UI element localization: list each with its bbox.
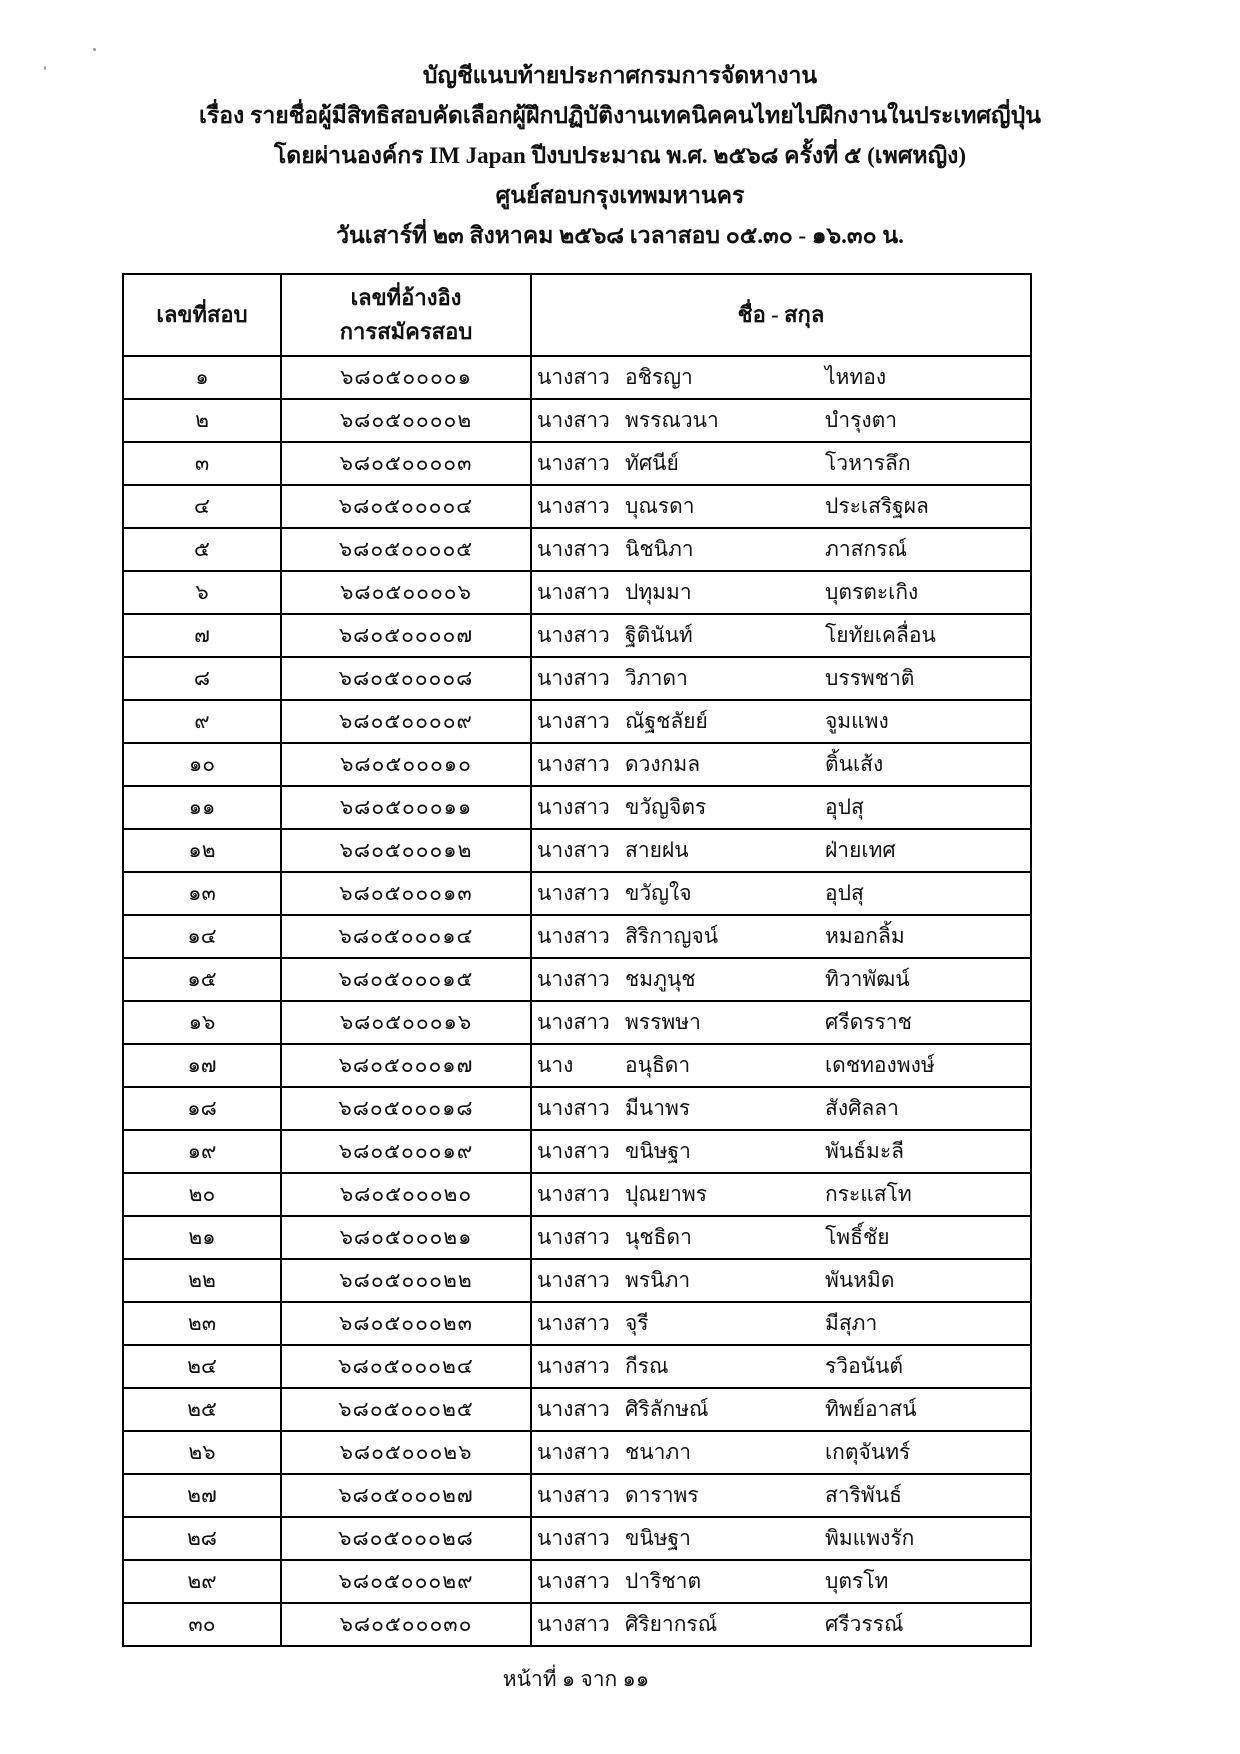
name-layout	[532, 748, 1030, 781]
table-row	[123, 399, 1031, 442]
name-layout	[532, 1522, 1030, 1555]
table-row	[123, 1603, 1031, 1646]
name-title: นางสาว	[537, 666, 610, 690]
exam-number-cell: ๑๑	[123, 786, 281, 829]
name-layout	[532, 533, 1030, 566]
name-cell	[531, 743, 1031, 786]
reference-number-cell: ๖๘๐๕๐๐๐๑๖	[281, 1001, 531, 1044]
name-cell	[531, 528, 1031, 571]
column-header-exam-no: เลขที่สอบ	[123, 274, 281, 356]
name-layout	[532, 963, 1030, 996]
name-layout	[532, 1221, 1030, 1254]
table-row	[123, 1087, 1031, 1130]
exam-number-cell: ๒๗	[123, 1474, 281, 1517]
name-title: นาง	[537, 1053, 574, 1077]
document-header	[0, 0, 1240, 256]
candidate-table	[122, 273, 1032, 1647]
name-title: นางสาว	[537, 1225, 610, 1249]
first-name: อนุธิดา	[625, 1053, 691, 1077]
name-layout	[532, 1479, 1030, 1512]
page-indicator: หน้าที่ ๑ จาก ๑๑	[502, 1667, 650, 1691]
reference-number-cell: ๖๘๐๕๐๐๐๒๑	[281, 1216, 531, 1259]
name-cell	[531, 915, 1031, 958]
table-row	[123, 571, 1031, 614]
exam-number-cell: ๒๕	[123, 1388, 281, 1431]
table-row	[123, 1517, 1031, 1560]
name-layout	[532, 1049, 1030, 1082]
name-title: นางสาว	[537, 580, 610, 604]
name-layout	[532, 662, 1030, 695]
last-name: ศรีดรราช	[825, 1010, 912, 1034]
first-name: ปุณยาพร	[625, 1182, 708, 1206]
last-name: ทิพย์อาสน์	[825, 1397, 917, 1421]
first-name: สายฝน	[625, 838, 689, 862]
name-layout	[532, 619, 1030, 652]
exam-number-cell: ๖	[123, 571, 281, 614]
first-name: อชิรญา	[625, 365, 693, 389]
exam-number-cell: ๓๐	[123, 1603, 281, 1646]
exam-number-cell: ๗	[123, 614, 281, 657]
last-name: อุปสุ	[825, 795, 864, 819]
name-layout	[532, 834, 1030, 867]
exam-number-cell: ๑๙	[123, 1130, 281, 1173]
column-header-ref-line2: การสมัครสอบ	[339, 319, 473, 344]
table-row	[123, 528, 1031, 571]
exam-number-cell: ๑๕	[123, 958, 281, 1001]
reference-number-cell: ๖๘๐๕๐๐๐๑๑	[281, 786, 531, 829]
first-name: มีนาพร	[625, 1096, 691, 1120]
name-cell	[531, 485, 1031, 528]
reference-number-cell: ๖๘๐๕๐๐๐๐๒	[281, 399, 531, 442]
name-title: นางสาว	[537, 1397, 610, 1421]
last-name: พันหมิด	[825, 1268, 895, 1292]
table-row	[123, 1001, 1031, 1044]
exam-number-cell: ๑	[123, 356, 281, 399]
exam-number-cell: ๘	[123, 657, 281, 700]
name-title: นางสาว	[537, 365, 610, 389]
name-title: นางสาว	[537, 1612, 610, 1636]
last-name: บำรุงตา	[825, 408, 898, 432]
name-title: นางสาว	[537, 1440, 610, 1464]
first-name: ปทุมมา	[625, 580, 692, 604]
first-name: ศิริยากรณ์	[625, 1612, 718, 1636]
name-title: นางสาว	[537, 537, 610, 561]
last-name: โยทัยเคลื่อน	[825, 623, 936, 647]
name-title: นางสาว	[537, 1354, 610, 1378]
name-cell	[531, 571, 1031, 614]
exam-number-cell: ๔	[123, 485, 281, 528]
name-layout	[532, 1350, 1030, 1383]
last-name: โพธิ์ชัย	[825, 1225, 890, 1249]
name-layout	[532, 447, 1030, 480]
last-name: จูมแพง	[825, 709, 889, 733]
table-row	[123, 1130, 1031, 1173]
name-title: นางสาว	[537, 838, 610, 862]
first-name: นุชธิดา	[625, 1225, 692, 1249]
reference-number-cell: ๖๘๐๕๐๐๐๑๓	[281, 872, 531, 915]
exam-number-cell: ๙	[123, 700, 281, 743]
table-row	[123, 485, 1031, 528]
name-cell	[531, 1474, 1031, 1517]
reference-number-cell: ๖๘๐๕๐๐๐๐๖	[281, 571, 531, 614]
name-title: นางสาว	[537, 709, 610, 733]
reference-number-cell: ๖๘๐๕๐๐๐๐๕	[281, 528, 531, 571]
name-cell	[531, 1173, 1031, 1216]
column-header-ref-no	[281, 274, 531, 356]
name-layout	[532, 791, 1030, 824]
exam-number-cell: ๑๘	[123, 1087, 281, 1130]
name-cell	[531, 1087, 1031, 1130]
last-name: เกตุจันทร์	[825, 1440, 911, 1464]
reference-number-cell: ๖๘๐๕๐๐๐๐๘	[281, 657, 531, 700]
name-layout	[532, 1092, 1030, 1125]
name-cell	[531, 1216, 1031, 1259]
exam-number-cell: ๑๒	[123, 829, 281, 872]
first-name: นิชนิภา	[625, 537, 694, 561]
name-title: นางสาว	[537, 494, 610, 518]
name-title: นางสาว	[537, 1268, 610, 1292]
first-name: บุณรดา	[625, 494, 695, 518]
name-cell	[531, 1431, 1031, 1474]
name-cell	[531, 1517, 1031, 1560]
table-row	[123, 1431, 1031, 1474]
exam-number-cell: ๑๔	[123, 915, 281, 958]
name-layout	[532, 361, 1030, 394]
reference-number-cell: ๖๘๐๕๐๐๐๑๗	[281, 1044, 531, 1087]
table-row	[123, 356, 1031, 399]
last-name: ศรีวรรณ์	[825, 1612, 904, 1636]
last-name: บรรพชาติ	[825, 666, 915, 690]
name-layout	[532, 576, 1030, 609]
reference-number-cell: ๖๘๐๕๐๐๐๐๔	[281, 485, 531, 528]
first-name: วิภาดา	[625, 666, 688, 690]
name-layout	[532, 877, 1030, 910]
table-body	[123, 356, 1031, 1646]
name-title: นางสาว	[537, 623, 610, 647]
last-name: โวหารลึก	[825, 451, 911, 475]
name-title: นางสาว	[537, 1096, 610, 1120]
name-cell	[531, 1345, 1031, 1388]
name-layout	[532, 1608, 1030, 1641]
doc-title-line-2: เรื่อง รายชื่อผู้มีสิทธิสอบคัดเลือกผู้ฝึกปฏิบัติงานเทคนิคคนไทยไปฝึกงานในประเทศญี่ปุ่น	[199, 103, 1041, 128]
reference-number-cell: ๖๘๐๕๐๐๐๐๓	[281, 442, 531, 485]
name-cell	[531, 958, 1031, 1001]
name-cell	[531, 872, 1031, 915]
reference-number-cell: ๖๘๐๕๐๐๐๐๗	[281, 614, 531, 657]
doc-title-line-4: ศูนย์สอบกรุงเทพมหานคร	[495, 183, 745, 208]
name-cell	[531, 1001, 1031, 1044]
exam-number-cell: ๒๓	[123, 1302, 281, 1345]
exam-number-cell: ๒๖	[123, 1431, 281, 1474]
name-layout	[532, 1565, 1030, 1598]
first-name: ดวงกมล	[625, 752, 701, 776]
reference-number-cell: ๖๘๐๕๐๐๐๒๔	[281, 1345, 531, 1388]
name-title: นางสาว	[537, 1182, 610, 1206]
scan-artifact	[44, 66, 46, 70]
first-name: พรนิภา	[625, 1268, 691, 1292]
last-name: มีสุภา	[825, 1311, 878, 1335]
first-name: ขนิษฐา	[625, 1526, 691, 1550]
name-cell	[531, 356, 1031, 399]
table-row	[123, 829, 1031, 872]
doc-title-line-1: บัญชีแนบท้ายประกาศกรมการจัดหางาน	[422, 63, 818, 88]
name-title: นางสาว	[537, 881, 610, 905]
first-name: พรรณวนา	[625, 408, 719, 432]
doc-title-line-5: วันเสาร์ที่ ๒๓ สิงหาคม ๒๕๖๘ เวลาสอบ ๐๕.๓๐ - ๑๖.๓๐ น.	[336, 223, 904, 248]
name-layout	[532, 705, 1030, 738]
name-title: นางสาว	[537, 1010, 610, 1034]
name-title: นางสาว	[537, 1139, 610, 1163]
reference-number-cell: ๖๘๐๕๐๐๐๒๐	[281, 1173, 531, 1216]
name-cell	[531, 1388, 1031, 1431]
name-cell	[531, 1302, 1031, 1345]
first-name: ขวัญจิตร	[625, 795, 707, 819]
first-name: ขวัญใจ	[625, 881, 692, 905]
table-header-row	[123, 274, 1031, 356]
last-name: บุตรโท	[825, 1569, 889, 1593]
name-title: นางสาว	[537, 1526, 610, 1550]
last-name: ภาสกรณ์	[825, 537, 907, 561]
last-name: พิมแพงรัก	[825, 1526, 915, 1550]
exam-number-cell: ๒๙	[123, 1560, 281, 1603]
column-header-name: ชื่อ - สกุล	[531, 274, 1031, 356]
last-name: ฝ่ายเทศ	[825, 838, 896, 862]
exam-number-cell: ๒๐	[123, 1173, 281, 1216]
table-row	[123, 1216, 1031, 1259]
last-name: ไหทอง	[825, 365, 887, 389]
table-row	[123, 1259, 1031, 1302]
table-row	[123, 1044, 1031, 1087]
table-row	[123, 1302, 1031, 1345]
table-row	[123, 786, 1031, 829]
last-name: สาริพันธ์	[825, 1483, 902, 1507]
column-header-ref-line1: เลขที่อ้างอิง	[350, 285, 462, 310]
table-row	[123, 958, 1031, 1001]
table-row	[123, 872, 1031, 915]
name-title: นางสาว	[537, 795, 610, 819]
exam-number-cell: ๒๘	[123, 1517, 281, 1560]
name-layout	[532, 1436, 1030, 1469]
last-name: กระแสโท	[825, 1182, 912, 1206]
reference-number-cell: ๖๘๐๕๐๐๐๒๘	[281, 1517, 531, 1560]
reference-number-cell: ๖๘๐๕๐๐๐๐๙	[281, 700, 531, 743]
reference-number-cell: ๖๘๐๕๐๐๐๒๙	[281, 1560, 531, 1603]
name-layout	[532, 1135, 1030, 1168]
name-title: นางสาว	[537, 1311, 610, 1335]
name-layout	[532, 1006, 1030, 1039]
exam-number-cell: ๑๖	[123, 1001, 281, 1044]
last-name: พันธ์มะลี	[825, 1139, 905, 1163]
table-row	[123, 442, 1031, 485]
last-name: บุตรตะเกิง	[825, 580, 919, 604]
last-name: รวิอนันต์	[825, 1354, 904, 1378]
name-layout	[532, 490, 1030, 523]
name-cell	[531, 1560, 1031, 1603]
name-cell	[531, 614, 1031, 657]
name-layout	[532, 404, 1030, 437]
name-title: นางสาว	[537, 752, 610, 776]
last-name: เดชทองพงษ์	[825, 1053, 935, 1077]
last-name: หมอกลิ้ม	[825, 924, 905, 948]
name-cell	[531, 1259, 1031, 1302]
exam-number-cell: ๑๗	[123, 1044, 281, 1087]
exam-number-cell: ๒๔	[123, 1345, 281, 1388]
table-row	[123, 743, 1031, 786]
table-row	[123, 915, 1031, 958]
reference-number-cell: ๖๘๐๕๐๐๐๑๙	[281, 1130, 531, 1173]
table-row	[123, 1345, 1031, 1388]
name-cell	[531, 786, 1031, 829]
exam-number-cell: ๒๑	[123, 1216, 281, 1259]
scan-artifact	[93, 48, 96, 51]
first-name: สิริกาญจน์	[625, 924, 719, 948]
exam-number-cell: ๒๒	[123, 1259, 281, 1302]
first-name: กีรณ	[625, 1354, 669, 1378]
reference-number-cell: ๖๘๐๕๐๐๐๒๕	[281, 1388, 531, 1431]
table-row	[123, 1560, 1031, 1603]
name-cell	[531, 700, 1031, 743]
exam-number-cell: ๑๐	[123, 743, 281, 786]
name-cell	[531, 829, 1031, 872]
reference-number-cell: ๖๘๐๕๐๐๐๑๔	[281, 915, 531, 958]
exam-number-cell: ๕	[123, 528, 281, 571]
first-name: ทัศนีย์	[625, 451, 679, 475]
name-cell	[531, 1044, 1031, 1087]
last-name: ติ้นเส้ง	[825, 752, 884, 776]
table-row	[123, 657, 1031, 700]
first-name: ชนาภา	[625, 1440, 692, 1464]
name-cell	[531, 1130, 1031, 1173]
last-name: ประเสริฐผล	[825, 494, 929, 518]
name-title: นางสาว	[537, 451, 610, 475]
last-name: สังศิลลา	[825, 1096, 899, 1120]
table-row	[123, 1388, 1031, 1431]
name-layout	[532, 1178, 1030, 1211]
first-name: ฐิตินันท์	[625, 623, 693, 647]
name-title: นางสาว	[537, 408, 610, 432]
reference-number-cell: ๖๘๐๕๐๐๐๒๖	[281, 1431, 531, 1474]
reference-number-cell: ๖๘๐๕๐๐๐๑๕	[281, 958, 531, 1001]
table-row	[123, 1474, 1031, 1517]
first-name: จุรี	[625, 1311, 649, 1335]
name-cell	[531, 442, 1031, 485]
first-name: พรรพษา	[625, 1010, 701, 1034]
name-layout	[532, 1307, 1030, 1340]
name-title: นางสาว	[537, 924, 610, 948]
name-cell	[531, 657, 1031, 700]
last-name: อุปสุ	[825, 881, 864, 905]
reference-number-cell: ๖๘๐๕๐๐๐๑๒	[281, 829, 531, 872]
table-row	[123, 1173, 1031, 1216]
exam-number-cell: ๑๓	[123, 872, 281, 915]
name-layout	[532, 920, 1030, 953]
reference-number-cell: ๖๘๐๕๐๐๐๑๘	[281, 1087, 531, 1130]
exam-number-cell: ๓	[123, 442, 281, 485]
first-name: ดาราพร	[625, 1483, 699, 1507]
table-row	[123, 614, 1031, 657]
name-layout	[532, 1264, 1030, 1297]
first-name: ชมภูนุช	[625, 967, 696, 991]
first-name: ณัฐชลัยย์	[625, 709, 708, 733]
reference-number-cell: ๖๘๐๕๐๐๐๒๗	[281, 1474, 531, 1517]
table-row	[123, 700, 1031, 743]
name-layout	[532, 1393, 1030, 1426]
name-cell	[531, 1603, 1031, 1646]
first-name: ปาริชาต	[625, 1569, 702, 1593]
reference-number-cell: ๖๘๐๕๐๐๐๑๐	[281, 743, 531, 786]
reference-number-cell: ๖๘๐๕๐๐๐๓๐	[281, 1603, 531, 1646]
table-header	[123, 274, 1031, 356]
name-cell	[531, 399, 1031, 442]
exam-number-cell: ๒	[123, 399, 281, 442]
name-title: นางสาว	[537, 1569, 610, 1593]
reference-number-cell: ๖๘๐๕๐๐๐๐๑	[281, 356, 531, 399]
reference-number-cell: ๖๘๐๕๐๐๐๒๒	[281, 1259, 531, 1302]
name-title: นางสาว	[537, 967, 610, 991]
first-name: ศิริลักษณ์	[625, 1397, 709, 1421]
reference-number-cell: ๖๘๐๕๐๐๐๒๓	[281, 1302, 531, 1345]
first-name: ขนิษฐา	[625, 1139, 691, 1163]
name-title: นางสาว	[537, 1483, 610, 1507]
doc-title-line-3: โดยผ่านองค์กร IM Japan ปีงบประมาณ พ.ศ. ๒๕๖๘ ครั้งที่ ๕ (เพศหญิง)	[273, 143, 967, 168]
last-name: ทิวาพัฒน์	[825, 967, 910, 991]
